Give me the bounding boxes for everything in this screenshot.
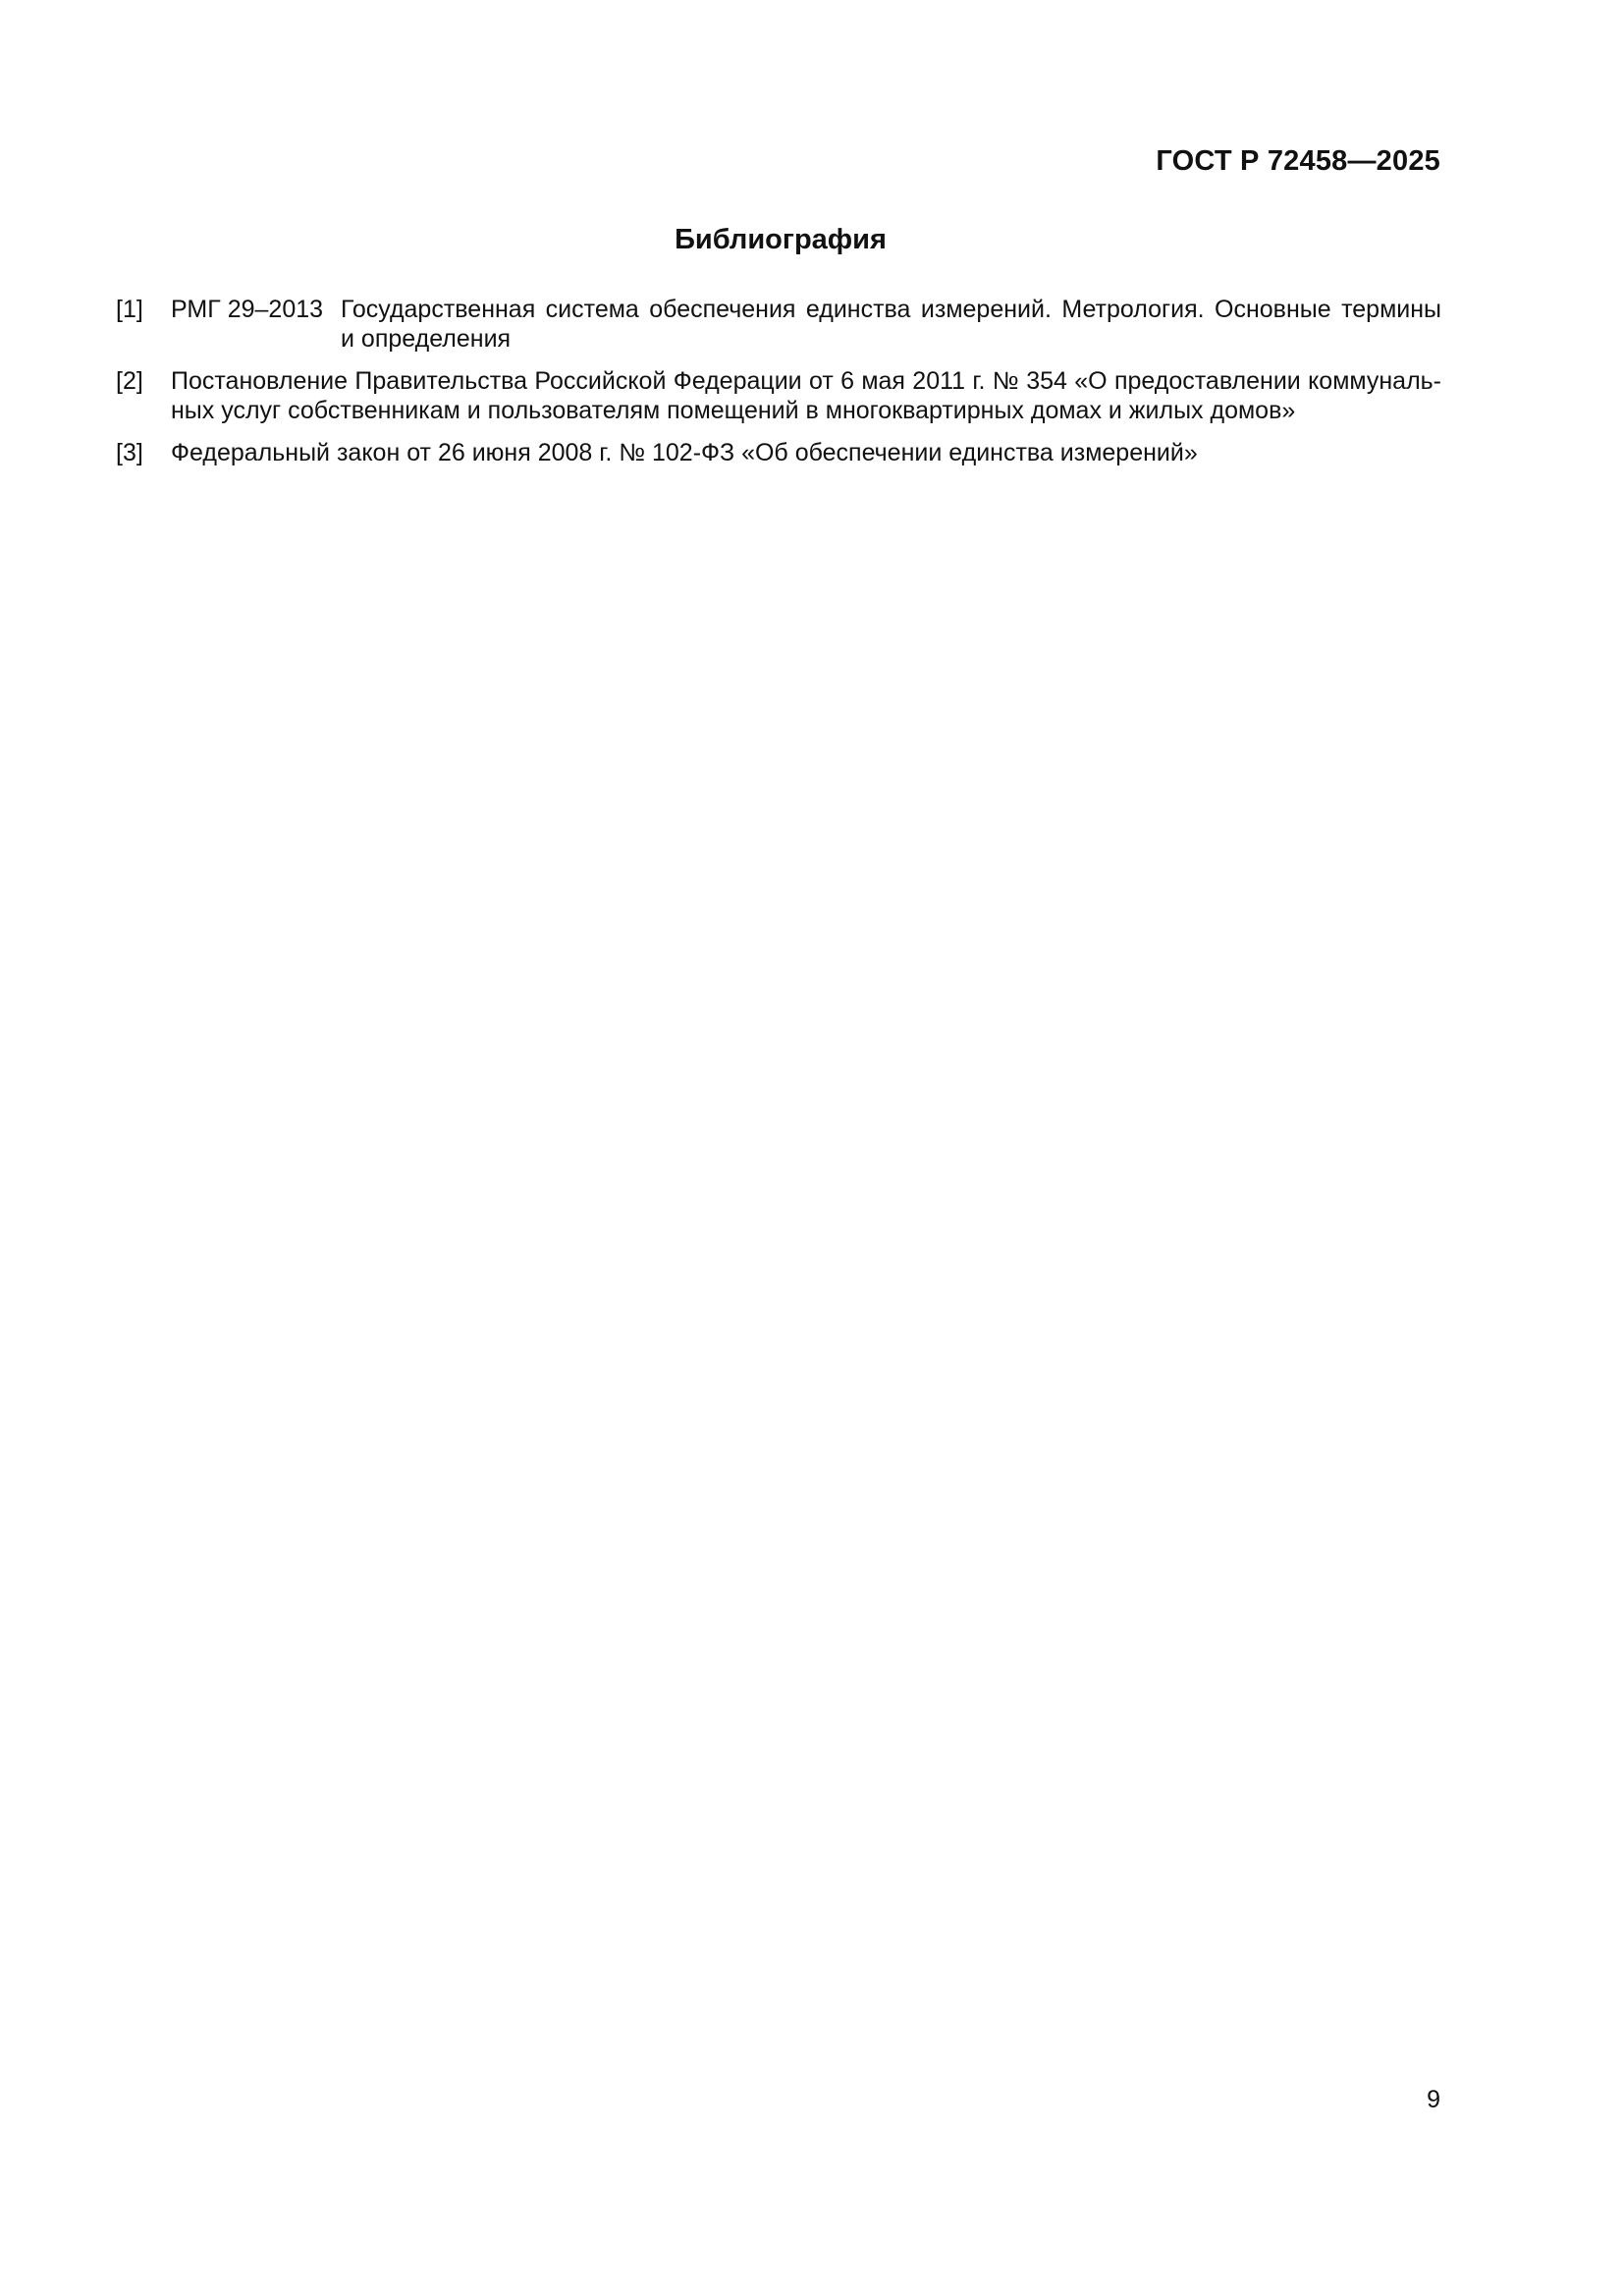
entry-text xyxy=(341,295,1441,354)
section-title: Библиография xyxy=(675,224,887,255)
entry-code: РМГ 29–2013 xyxy=(171,296,324,323)
entry-text-line: ных услуг собственникам и пользователям помещений в многоквартирных домах и жилых домов» xyxy=(171,397,1296,424)
bibliography-list xyxy=(116,295,1441,480)
entry-text xyxy=(171,438,1441,467)
entry-text-line: Федеральный закон от 26 июня 2008 г. № 102-ФЗ «Об обеспечении единства измерений» xyxy=(171,439,1198,466)
entry-number: [2] xyxy=(116,367,143,395)
bibliography-entry-3 xyxy=(116,438,1441,467)
bibliography-entry-1 xyxy=(116,295,1441,354)
document-standard-number: ГОСТ Р 72458—2025 xyxy=(1156,145,1440,177)
bibliography-entry-2 xyxy=(116,366,1441,425)
entry-text-line: и определения xyxy=(341,325,512,353)
page-number: 9 xyxy=(1427,2086,1440,2113)
entry-number: [3] xyxy=(116,439,143,466)
entry-number: [1] xyxy=(116,296,143,323)
entry-text-line: Постановление Правительства Российской Федерации от 6 мая 2011 г. № 354 «О предоставлении коммуналь- xyxy=(171,367,1441,395)
entry-text-line: Государственная система обеспечения единства измерений. Метрология. Основные термины xyxy=(341,296,1441,323)
entry-text xyxy=(171,366,1441,425)
